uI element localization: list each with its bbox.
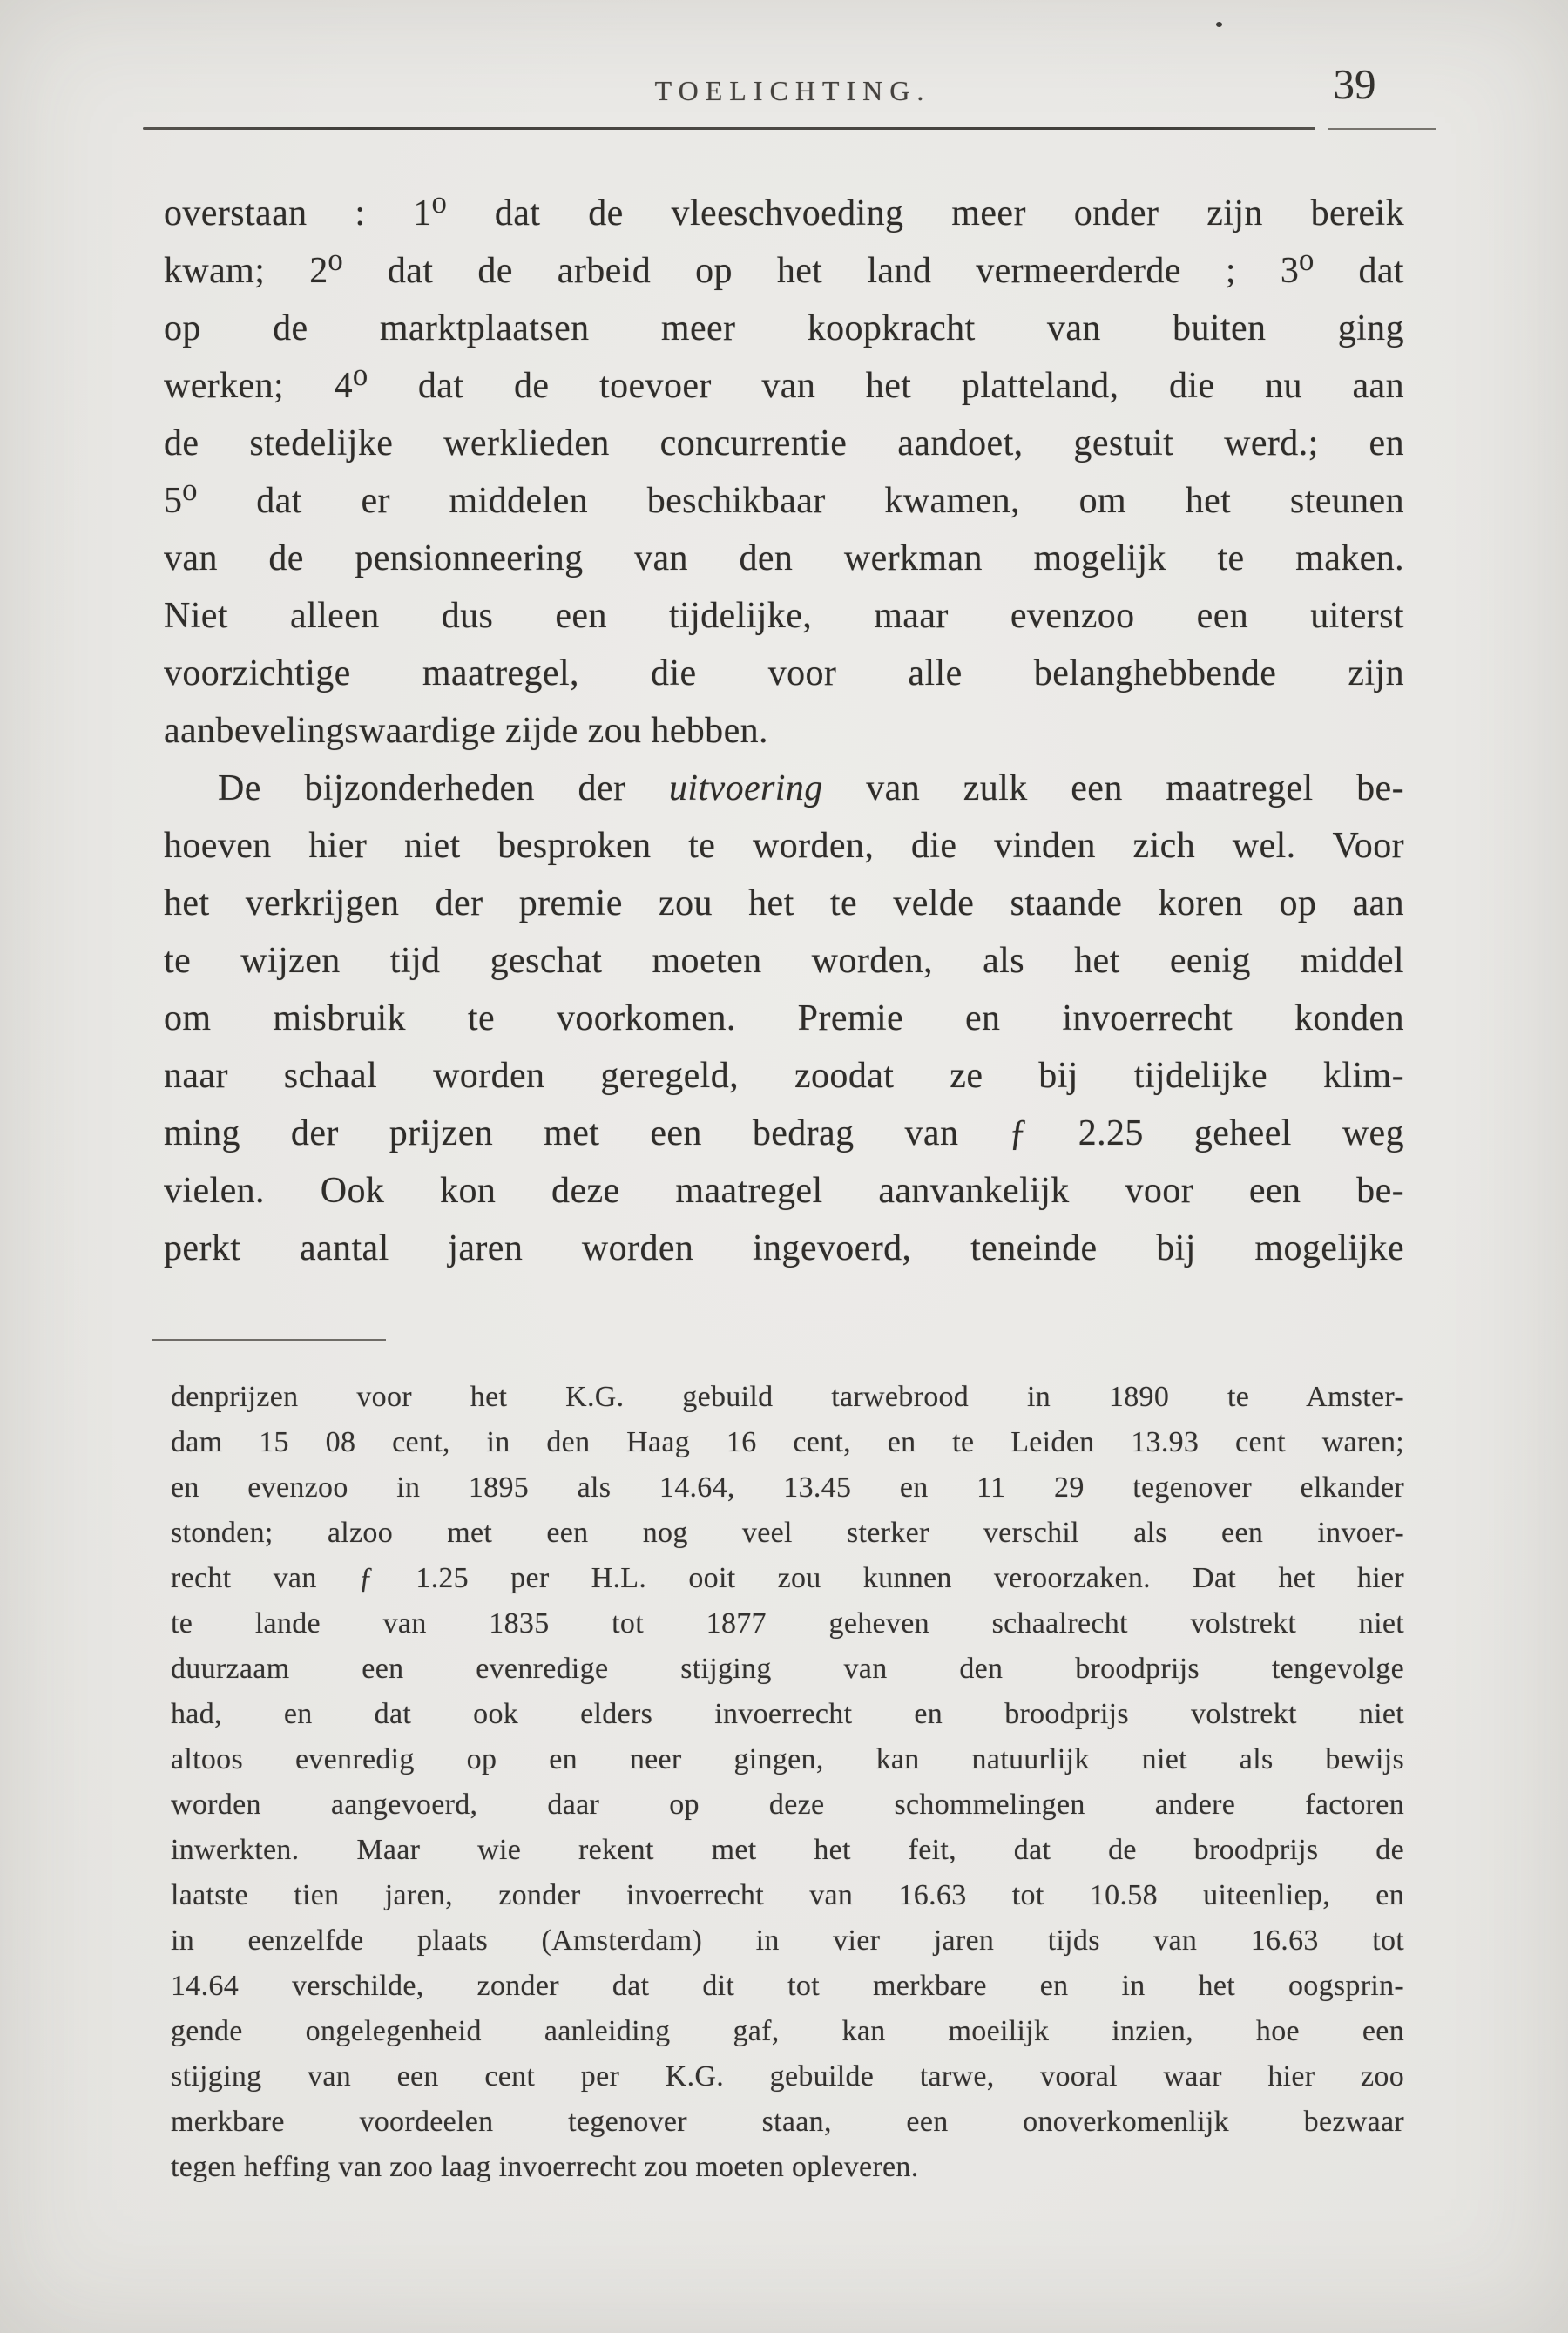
- body-text-line: perkt aantal jaren worden ingevoerd, teneinde bij mogelijke: [164, 1228, 1404, 1268]
- footnote-line: in eenzelfde plaats (Amsterdam) in vier jaren tijds van 16.63 tot: [171, 1924, 1404, 1957]
- footnote-line: stonden; alzoo met een nog veel sterker verschil als een invoer-: [171, 1517, 1404, 1549]
- body-text-line: Niet alleen dus een tijdelijke, maar evenzoo een uiterst: [164, 596, 1404, 636]
- footnote-line: recht van ƒ 1.25 per H.L. ooit zou kunnen veroorzaken. Dat het hier: [171, 1562, 1404, 1594]
- footnote-line: en evenzoo in 1895 als 14.64, 13.45 en 11 29 tegenover elkander: [171, 1471, 1404, 1504]
- body-text-line: het verkrijgen der premie zou het te velde staande koren op aan: [164, 883, 1404, 923]
- main-text-block: [164, 185, 1404, 1277]
- footnote-line: stijging van een cent per K.G. gebuilde tarwe, vooral waar hier zoo: [171, 2060, 1404, 2093]
- italic-word: uitvoering: [668, 768, 823, 808]
- body-text-line: hoeven hier niet besproken te worden, die vinden zich wel. Voor: [164, 826, 1404, 866]
- page-number: 39: [1333, 60, 1376, 108]
- body-text-line: ming der prijzen met een bedrag van ƒ 2.25 geheel weg: [164, 1113, 1404, 1153]
- body-text-line: op de marktplaatsen meer koopkracht van buiten ging: [164, 308, 1404, 348]
- page-header-title: TOELICHTING.: [654, 75, 931, 106]
- body-text-line: 5⁰ dat er middelen beschikbaar kwamen, om het steunen: [164, 481, 1404, 521]
- body-text-line: vielen. Ook kon deze maatregel aanvankelijk voor een be-: [164, 1171, 1404, 1211]
- ink-dot-artifact: [1216, 22, 1222, 27]
- footnote-line: worden aangevoerd, daar op deze schommelingen andere factoren: [171, 1789, 1404, 1821]
- footnote-line: inwerkten. Maar wie rekent met het feit, dat de broodprijs de: [171, 1834, 1404, 1866]
- body-text-line: om misbruik te voorkomen. Premie en invoerrecht konden: [164, 998, 1404, 1038]
- footnote-line: tegen heffing van zoo laag invoerrecht zou moeten opleveren.: [171, 2151, 919, 2183]
- body-text-line: [164, 760, 1404, 817]
- footnote-line: merkbare voordeelen tegenover staan, een onoverkomenlijk bezwaar: [171, 2106, 1404, 2138]
- body-text-line: kwam; 2⁰ dat de arbeid op het land vermeerderde ; 3⁰ dat: [164, 251, 1404, 291]
- header-rule-short: [1328, 128, 1436, 130]
- footnote-line: had, en dat ook elders invoerrecht en broodprijs volstrekt niet: [171, 1698, 1404, 1730]
- footnote-line: 14.64 verschilde, zonder dat dit tot merkbare en in het oogsprin-: [171, 1970, 1404, 2002]
- body-text-line: van de pensionneering van den werkman mogelijk te maken.: [164, 538, 1404, 578]
- body-text-line: werken; 4⁰ dat de toevoer van het platteland, die nu aan: [164, 366, 1404, 406]
- line-segment: van zulk een maatregel be-: [822, 768, 1404, 808]
- line-segment: De bijzonderheden der: [218, 768, 669, 808]
- footnote-line: altoos evenredig op en neer gingen, kan natuurlijk niet als bewijs: [171, 1743, 1404, 1775]
- header-rule-long: [143, 127, 1315, 130]
- footnote-line: gende ongelegenheid aanleiding gaf, kan moeilijk inzien, hoe een: [171, 2015, 1404, 2047]
- footnote-line: duurzaam een evenredige stijging van den broodprijs tengevolge: [171, 1653, 1404, 1685]
- footnote-line: dam 15 08 cent, in den Haag 16 cent, en te Leiden 13.93 cent waren;: [171, 1426, 1404, 1458]
- footnote-separator-rule: [152, 1339, 386, 1341]
- body-text-line: naar schaal worden geregeld, zoodat ze bij tijdelijke klim-: [164, 1056, 1404, 1096]
- body-text-line: aanbevelingswaardige zijde zou hebben.: [164, 711, 768, 751]
- footnote-line: te lande van 1835 tot 1877 geheven schaalrecht volstrekt niet: [171, 1607, 1404, 1640]
- body-text-line: te wijzen tijd geschat moeten worden, als het eenig middel: [164, 941, 1404, 981]
- body-text-line: voorzichtige maatregel, die voor alle belanghebbende zijn: [164, 653, 1404, 693]
- footnote-line: laatste tien jaren, zonder invoerrecht van 16.63 tot 10.58 uiteenliep, en: [171, 1879, 1404, 1911]
- footnote-text-block: [171, 1375, 1404, 2190]
- body-text-line: overstaan : 1⁰ dat de vleeschvoeding meer onder zijn bereik: [164, 193, 1404, 233]
- body-text-line: de stedelijke werklieden concurrentie aandoet, gestuit werd.; en: [164, 423, 1404, 463]
- footnote-line: denprijzen voor het K.G. gebuild tarwebrood in 1890 te Amster-: [171, 1381, 1404, 1413]
